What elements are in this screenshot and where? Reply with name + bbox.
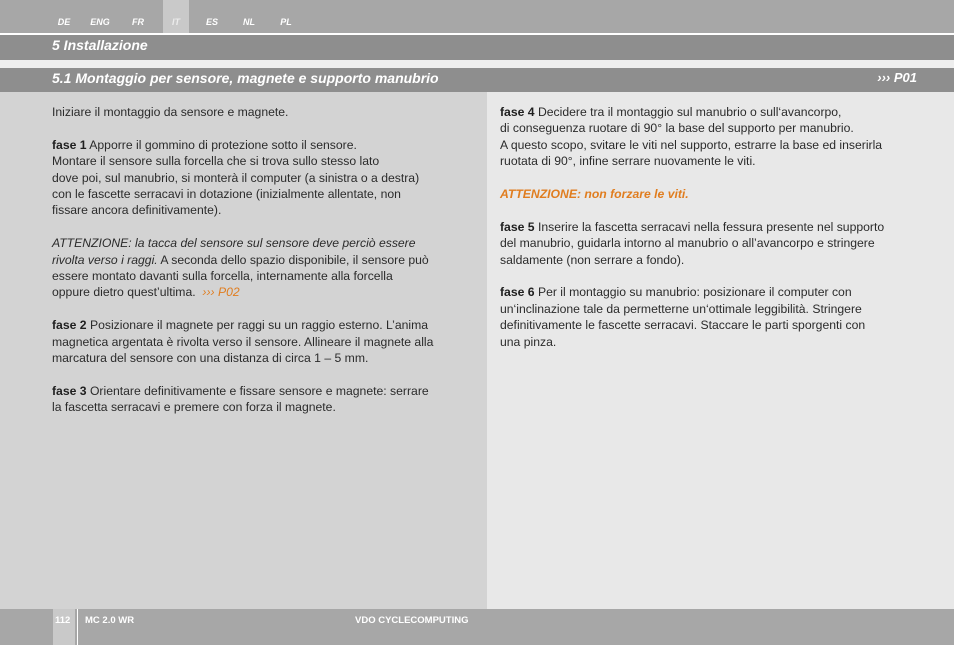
subsection-title: 5.1 Montaggio per sensore, magnete e supporto manubrio xyxy=(52,70,439,86)
step-text: una pinza. xyxy=(500,334,557,349)
model-name: MC 2.0 WR xyxy=(85,615,135,626)
intro-text: Iniziare il montaggio da sensore e magnete. xyxy=(52,105,289,119)
warning-text: ATTENZIONE: non forzare le viti. xyxy=(500,187,689,202)
step-label: fase 3 xyxy=(52,383,87,398)
page-ref-link[interactable]: ››› P02 xyxy=(202,285,240,300)
lang-tab-eng[interactable]: ENG xyxy=(90,17,110,27)
subsection-header xyxy=(0,68,954,92)
step-text: Per il montaggio su manubrio: posizionare il computer con xyxy=(534,285,852,300)
section-title: 5 Installazione xyxy=(52,37,148,53)
step-label: fase 2 xyxy=(52,318,87,333)
step-text: definitivamente le fascette serracavi. Staccare le parti sporgenti con xyxy=(500,318,866,333)
left-text xyxy=(52,104,482,432)
lang-tab-nl[interactable]: NL xyxy=(243,17,255,27)
step-label: fase 4 xyxy=(500,105,535,119)
step-label: fase 6 xyxy=(500,285,535,300)
divider xyxy=(0,60,954,68)
step-text: A questo scopo, svitare le viti nel supporto, estrarre la base ed inserirla xyxy=(500,137,883,152)
brand-name: VDO CYCLECOMPUTING xyxy=(355,615,469,626)
lang-tab-it[interactable]: IT xyxy=(163,0,189,33)
step-text: con le fascette serracavi in dotazione (inizialmente allentate, non xyxy=(52,187,401,202)
divider xyxy=(77,609,78,645)
step-text: di conseguenza ruotare di 90° la base del supporto per manubrio. xyxy=(500,121,854,136)
step-text: ruotata di 90°, infine serrare nuovamente le viti. xyxy=(500,154,756,169)
step-text: essere montato davanti sulla forcella, internamente alla forcella xyxy=(52,269,393,284)
right-text xyxy=(500,104,940,366)
step-text: Orientare definitivamente e fissare sensore e magnete: serrare xyxy=(86,383,429,398)
page-ref-link[interactable]: ››› P01 xyxy=(877,70,917,85)
step-text: Decidere tra il montaggio sul manubrio o sull‘avancorpo, xyxy=(534,105,842,119)
step-text: magnetica argentata è rivolta verso il sensore. Allineare il magnete alla xyxy=(52,334,434,349)
step-text: Inserire la fascetta serracavi nella fessura presente nel supporto xyxy=(534,219,885,234)
step-label: fase 1 xyxy=(52,137,87,152)
step-text: Apporre il gommino di protezione sotto il sensore. xyxy=(86,137,357,152)
lang-tab-de[interactable]: DE xyxy=(57,17,71,27)
section-header xyxy=(0,35,954,60)
step-text: Montare il sensore sulla forcella che si trova sullo stesso lato xyxy=(52,154,380,169)
lang-tab-es[interactable]: ES xyxy=(205,17,218,27)
lang-tab-pl[interactable]: PL xyxy=(280,17,292,27)
step-text: un‘inclinazione tale da permetterne un‘ottimale leggibilità. Stringere xyxy=(500,301,862,316)
step-text: del manubrio, guidarla intorno al manubrio o all’avancorpo e stringere xyxy=(500,236,875,251)
page-footer xyxy=(0,609,954,645)
lang-tab-fr[interactable]: FR xyxy=(132,17,144,27)
language-bar xyxy=(0,0,954,33)
attention-text: ATTENZIONE: la tacca del sensore sul sensore deve perciò essere xyxy=(52,236,416,251)
step-text: dove poi, sul manubrio, si monterà il computer (a sinistra o a destra) xyxy=(52,170,420,185)
step-text: la fascetta serracavi e premere con forza il magnete. xyxy=(52,400,336,415)
step-label: fase 5 xyxy=(500,219,535,234)
step-text: Posizionare il magnete per raggi su un raggio esterno. L’anima xyxy=(86,318,429,333)
step-text: marcatura del sensore con una distanza di circa 1 – 5 mm. xyxy=(52,351,369,366)
step-text: A seconda dello spazio disponibile, il sensore può xyxy=(157,252,429,267)
step-text: oppure dietro quest’ultima. xyxy=(52,285,196,300)
page-number: 112 xyxy=(55,615,71,626)
step-text: fissare ancora definitivamente). xyxy=(52,203,222,218)
attention-text: rivolta verso i raggi. xyxy=(52,252,158,267)
step-text: saldamente (non serrare a fondo). xyxy=(500,252,685,267)
